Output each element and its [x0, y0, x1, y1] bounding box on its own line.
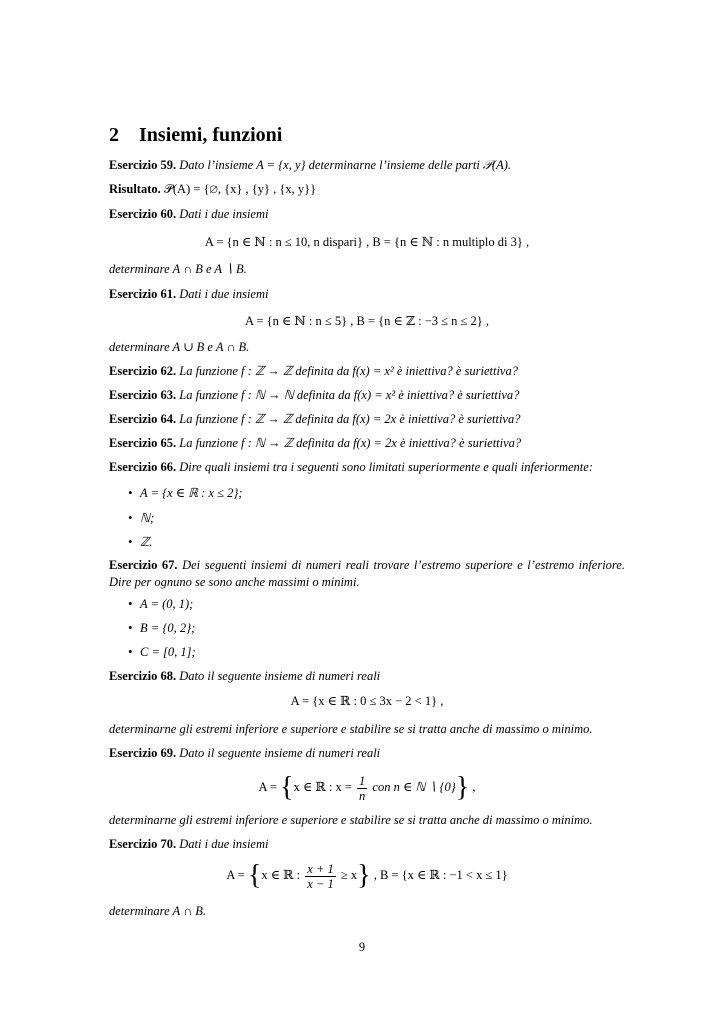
formula-part: x ∈ ℝ : x =: [293, 780, 356, 794]
exercise-label: Esercizio 63.: [109, 388, 177, 402]
exercise-text: Dato l’insieme A = {x, y} determinarne l’insieme delle parti 𝒫(A).: [179, 158, 512, 172]
bullet-icon: •: [128, 645, 133, 659]
exercise-69-formula: [109, 772, 625, 803]
formula-fraction: [357, 774, 367, 803]
list-item-text: ℕ;: [140, 511, 155, 525]
exercise-label: Esercizio 65.: [109, 436, 177, 450]
formula-brace: }: [357, 860, 371, 892]
exercise-label: Esercizio 70.: [109, 837, 177, 851]
fraction-denominator: n: [359, 788, 366, 803]
list-item: [128, 485, 243, 502]
list-item: [128, 534, 152, 551]
exercise-text: Dati i due insiemi: [179, 287, 269, 301]
exercise-text: La funzione f : ℤ → ℤ definita da f(x) = x² è iniettiva? è suriettiva?: [179, 364, 518, 378]
result-label: Risultato.: [109, 182, 161, 196]
bullet-icon: •: [128, 535, 133, 549]
list-item-text: B = {0, 2};: [140, 621, 196, 635]
exercise-text: Dei seguenti insiemi di numeri reali trovare l’estremo superiore e l’estremo inferiore. Dire per ognuno se sono anche massimi o minimi.: [109, 558, 626, 589]
exercise-61-formula: A = {n ∈ ℕ : n ≤ 5} , B = {n ∈ ℤ : −3 ≤ n ≤ 2} ,: [244, 314, 490, 328]
exercise-label: Esercizio 62.: [109, 364, 177, 378]
exercise-61: [109, 286, 625, 303]
formula-part: x ∈ ℝ :: [261, 868, 304, 882]
exercise-68: [109, 668, 625, 685]
list-item-text: ℤ.: [140, 535, 153, 549]
formula-fraction: [305, 862, 335, 891]
formula-brace: {: [280, 772, 294, 804]
exercise-label: Esercizio 60.: [109, 207, 177, 221]
exercise-label: Esercizio 64.: [109, 412, 177, 426]
exercise-59: [109, 157, 625, 174]
bullet-icon: •: [128, 511, 133, 525]
exercise-label: Esercizio 66.: [109, 460, 177, 474]
list-item-text: C = [0, 1];: [140, 645, 196, 659]
exercise-65: [109, 435, 625, 452]
formula-part: con n ∈ ℕ ∖ {0}: [369, 780, 456, 794]
exercise-70-formula: [109, 860, 625, 891]
formula-brace: {: [247, 860, 262, 892]
exercise-label: Esercizio 68.: [109, 669, 177, 683]
exercise-70-after: determinare A ∩ B.: [109, 904, 206, 918]
exercise-text: Dato il seguente insieme di numeri reali: [179, 669, 381, 683]
exercise-label: Esercizio 69.: [109, 746, 177, 760]
exercise-60-after: determinare A ∩ B e A ∖ B.: [109, 262, 247, 276]
formula-part: ,: [469, 780, 476, 794]
exercise-text: La funzione f : ℕ → ℤ definita da f(x) = 2x è iniettiva? è suriettiva?: [179, 436, 522, 450]
list-item: [128, 620, 195, 637]
fraction-numerator: 1: [359, 773, 366, 788]
exercise-text: Dato il seguente insieme di numeri reali: [179, 746, 381, 760]
exercise-61-after: determinare A ∪ B e A ∩ B.: [109, 340, 250, 354]
exercise-68-after: determinarne gli estremi inferiore e superiore e stabilire se si tratta anche di massimo o minimo.: [109, 722, 593, 736]
exercise-text: La funzione f : ℤ → ℤ definita da f(x) = 2x è iniettiva? è suriettiva?: [179, 412, 521, 426]
exercise-text: Dati i due insiemi: [179, 837, 269, 851]
exercise-60-formula: A = {n ∈ ℕ : n ≤ 10, n dispari} , B = {n ∈ ℕ : n multiplo di 3} ,: [204, 235, 530, 249]
exercise-63: [109, 387, 625, 404]
section-title: [109, 124, 282, 147]
formula-part: A =: [226, 868, 248, 882]
bullet-icon: •: [128, 621, 133, 635]
exercise-62: [109, 363, 625, 380]
list-item: [128, 510, 154, 527]
fraction-denominator: x − 1: [307, 876, 334, 891]
exercise-label: Esercizio 61.: [109, 287, 177, 301]
result-59: [109, 181, 625, 198]
exercise-70: [109, 836, 625, 853]
exercise-69: [109, 745, 625, 762]
exercise-68-formula: A = {x ∈ ℝ : 0 ≤ 3x − 2 < 1} ,: [290, 694, 444, 708]
exercise-67: [109, 557, 625, 591]
page-number: 9: [358, 940, 366, 954]
exercise-label: Esercizio 67.: [109, 558, 178, 572]
exercise-text: La funzione f : ℕ → ℕ definita da f(x) = x² è iniettiva? è suriettiva?: [179, 388, 520, 402]
list-item: [128, 644, 196, 661]
list-item-text: A = (0, 1);: [140, 597, 194, 611]
result-text: 𝒫(A) = {∅, {x} , {y} , {x, y}}: [163, 182, 317, 196]
bullet-icon: •: [128, 486, 133, 500]
exercise-text: Dire quali insiemi tra i seguenti sono limitati superiormente e quali inferiormente:: [179, 460, 593, 474]
exercise-60: [109, 206, 625, 223]
section-title-text: Insiemi, funzioni: [139, 124, 283, 146]
list-item-text: A = {x ∈ ℝ : x ≤ 2};: [140, 486, 243, 500]
formula-brace: }: [455, 772, 470, 804]
exercise-64: [109, 411, 625, 428]
fraction-numerator: x + 1: [307, 861, 334, 876]
formula-part: ≥ x: [337, 868, 358, 882]
exercise-label: Esercizio 59.: [109, 158, 177, 172]
list-item: [128, 596, 193, 613]
bullet-icon: •: [128, 597, 133, 611]
exercise-66: [109, 459, 625, 476]
formula-part: A =: [258, 780, 281, 794]
formula-part: , B = {x ∈ ℝ : −1 < x ≤ 1}: [370, 868, 508, 882]
section-number: 2: [109, 124, 119, 146]
exercise-text: Dati i due insiemi: [179, 207, 269, 221]
exercise-69-after: determinarne gli estremi inferiore e superiore e stabilire se si tratta anche di massimo o minimo.: [109, 813, 593, 827]
